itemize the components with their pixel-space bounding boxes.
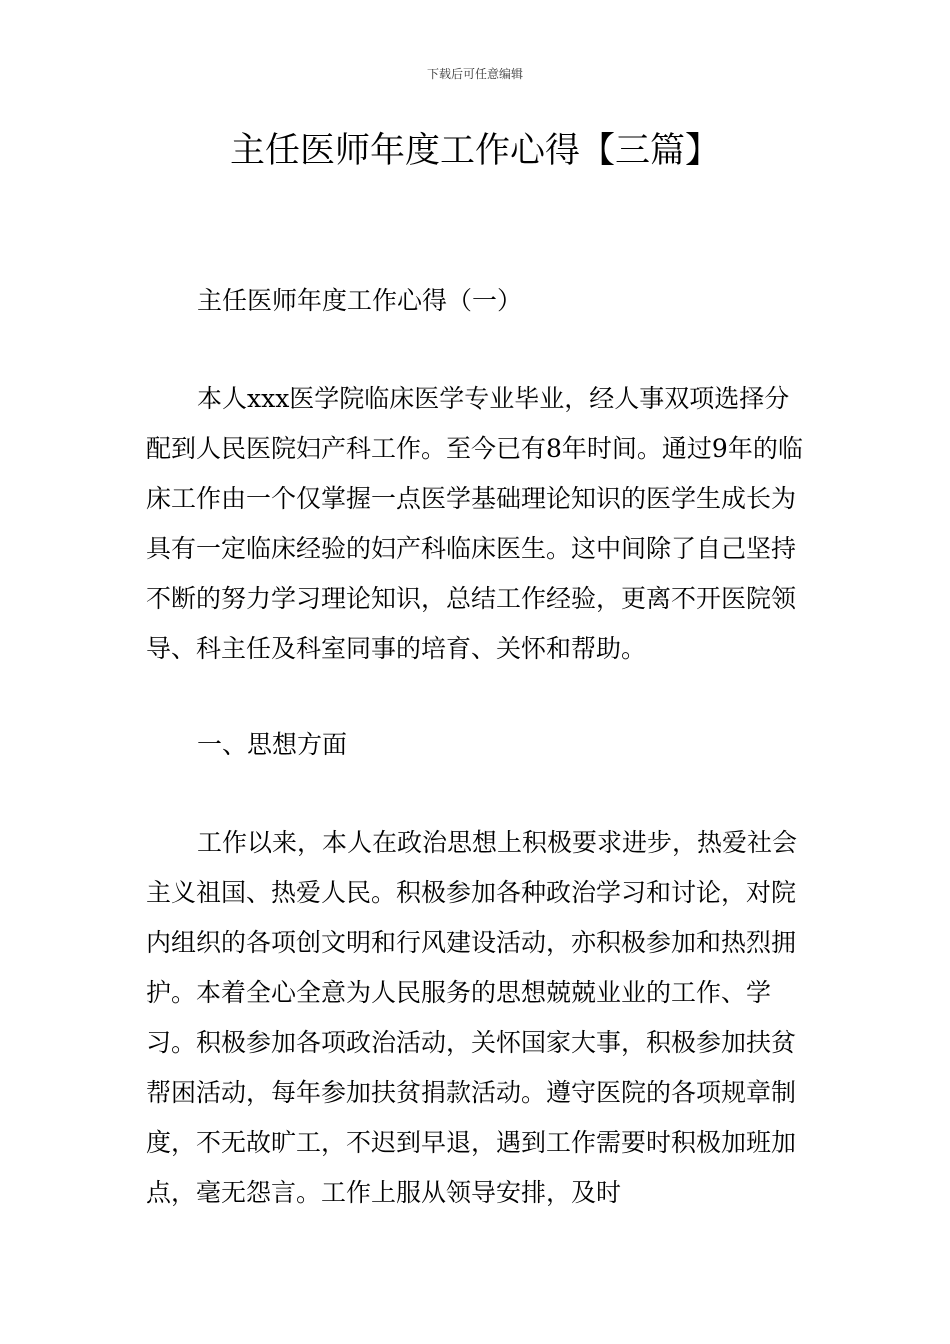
section-heading-ideology: 一、思想方面 — [197, 730, 348, 759]
header-note: 下载后可任意编辑 — [426, 67, 523, 81]
paragraph-introduction: 本人xxx医学院临床医学专业毕业，经人事双项选择分配到人民医院妇产科工作。至今已有8年时间。通过9年的临床工作由一个仅掌握一点医学基础理论知识的医学生成长为具有一定临床经验的妇产科临床医生。这中间除了自己坚持不断的努力学习理论知识，总结工作经验，更离不开医院领导、科主任及科室同事的培育、关怀和帮助。 — [146, 384, 803, 663]
subheading-part-one: 主任医师年度工作心得（一） — [197, 286, 523, 315]
document-title: 主任医师年度工作心得【三篇】 — [229, 131, 720, 171]
paragraph-ideology: 工作以来，本人在政治思想上积极要求进步，热爱社会主义祖国、热爱人民。积极参加各种政治学习和讨论，对院内组织的各项创文明和行风建设活动，亦积极参加和热烈拥护。本着全心全意为人民服务的思想兢兢业业的工作、学习。积极参加各项政治活动，关怀国家大事，积极参加扶贫帮困活动，每年参加扶贫捐款活动。遵守医院的各项规章制度，不无故旷工，不迟到早退，遇到工作需要时积极加班加点，毫无怨言。工作上服从领导安排，及时 — [146, 828, 798, 1207]
